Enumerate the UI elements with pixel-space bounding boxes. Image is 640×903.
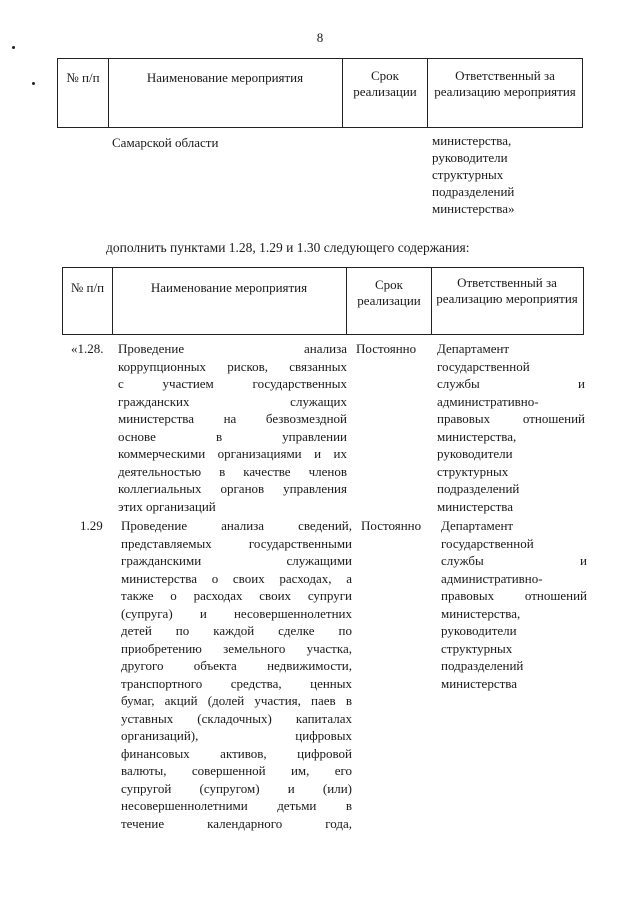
table1-header-num: № п/п: [66, 70, 100, 85]
row-term: Постоянно: [356, 341, 417, 356]
intro-text: дополнить пунктами 1.28, 1.29 и 1.30 следующего содержания:: [106, 240, 470, 255]
scan-mark: [12, 46, 15, 49]
row-number: «1.28.: [71, 341, 104, 356]
table2-header-term: Срок реализации: [357, 277, 421, 308]
table2-header-name: Наименование мероприятия: [150, 280, 308, 295]
table1-header-resp: Ответственный за реализацию мероприятия: [434, 68, 576, 99]
table1-cont-name: Самарской области: [112, 135, 219, 150]
page-number: 8: [316, 30, 324, 45]
table1-header-name: Наименование мероприятия: [146, 70, 304, 85]
table2-header-resp: Ответственный за реализацию мероприятия: [436, 275, 578, 306]
row-term: Постоянно: [361, 518, 422, 533]
table1-header-term: Срок реализации: [353, 68, 417, 99]
scan-mark: [32, 82, 35, 85]
row-number: 1.29: [80, 518, 103, 533]
table2-header-num: № п/п: [70, 280, 105, 295]
